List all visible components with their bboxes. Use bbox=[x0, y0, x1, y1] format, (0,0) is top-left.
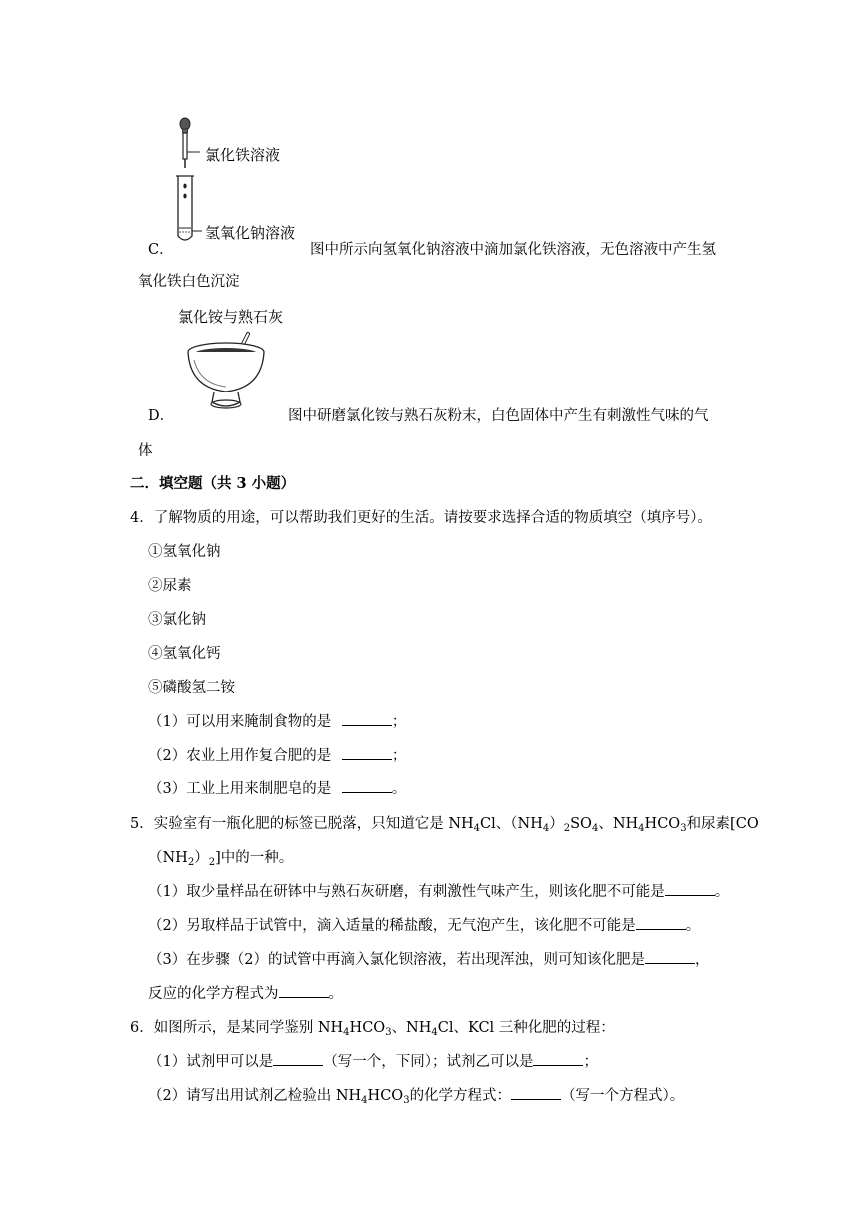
q5-sub-4d: 4 bbox=[638, 823, 645, 834]
q5-stem-c: ） bbox=[549, 816, 564, 832]
q5-stem-a: 5．实验室有一瓶化肥的标签已脱落，只知道它是 NH bbox=[130, 816, 474, 832]
q6-q2b-text: HCO bbox=[367, 1088, 404, 1104]
q5-q3b-text: 反应的化学方程式为 bbox=[148, 986, 279, 1002]
q5-q3-punct: ， bbox=[694, 952, 710, 968]
q5-sub-2a: 2 bbox=[563, 823, 571, 834]
q6-q1b-text: （写一个，下同）；试剂乙可以是 bbox=[323, 1054, 534, 1070]
q4-option-4: ④氢氧化钙 bbox=[148, 646, 221, 662]
q5-stem-line2 bbox=[148, 846, 293, 867]
q6-sub-3a: 3 bbox=[385, 1027, 392, 1038]
q4-option-1: ①氢氧化钠 bbox=[148, 544, 221, 560]
q4-sub2-punct: ； bbox=[391, 748, 407, 764]
q5-stem-line1 bbox=[130, 812, 759, 833]
q5-stem-g: 和尿素[CO bbox=[686, 816, 759, 832]
q5-q1-blank[interactable] bbox=[665, 881, 715, 896]
q4-sub3-text: （3）工业上用来制肥皂的是 bbox=[148, 781, 332, 797]
option-c-text-line1: 图中所示向氢氧化钠溶液中滴加氯化铁溶液，无色溶液中产生氢 bbox=[310, 242, 716, 258]
q6-q1 bbox=[148, 1050, 598, 1071]
q4-stem: 4．了解物质的用途，可以帮助我们更好的生活。请按要求选择合适的物质填空（填序号）。 bbox=[130, 510, 712, 526]
q4-sub2-blank[interactable] bbox=[342, 745, 392, 760]
q5-sub-4c: 4 bbox=[591, 823, 599, 834]
q6-stem-b: HCO bbox=[349, 1020, 386, 1036]
tube-label: 氢氧化钠溶液 bbox=[205, 224, 296, 242]
q6-stem-c: 、NH bbox=[391, 1020, 432, 1036]
option-d-letter: D． bbox=[148, 408, 175, 424]
q6-q1-blank-a[interactable] bbox=[273, 1051, 323, 1066]
q5-sub-3a: 3 bbox=[680, 823, 687, 834]
q5-q3-blank[interactable] bbox=[645, 949, 695, 964]
q5-q3-text: （3）在步骤（2）的试管中再滴入氯化钡溶液，若出现浑浊，则可知该化肥是 bbox=[148, 952, 645, 968]
q4-sub3-blank[interactable] bbox=[342, 778, 392, 793]
q5-sub-2c: 2 bbox=[208, 857, 216, 868]
q5-q1-text: （1）取少量样品在研钵中与熟石灰研磨，有刺激性气味产生，则该化肥不可能是 bbox=[148, 884, 665, 900]
q6-sub-4b: 4 bbox=[431, 1027, 438, 1038]
dropper-label: 氯化铁溶液 bbox=[205, 146, 281, 164]
mortar-label: 氯化铵与熟石灰 bbox=[178, 308, 284, 326]
q6-q2d-text: （写一个方程式）。 bbox=[561, 1088, 685, 1104]
option-c-letter: C． bbox=[148, 242, 174, 258]
q4-option-2: ②尿素 bbox=[148, 578, 192, 594]
q5-sub-4a: 4 bbox=[473, 823, 481, 834]
q6-sub-4a: 4 bbox=[343, 1027, 350, 1038]
q4-sub1 bbox=[148, 710, 406, 731]
q5-q2 bbox=[148, 914, 700, 935]
q5-stem-d: SO bbox=[570, 816, 592, 832]
q5-q3b-blank[interactable] bbox=[279, 983, 329, 998]
q5-q3 bbox=[148, 948, 709, 969]
q5-q1 bbox=[148, 880, 729, 901]
q4-sub1-blank[interactable] bbox=[342, 711, 392, 726]
q6-sub-3b: 3 bbox=[403, 1095, 410, 1106]
section-heading: 二．填空题（共 3 小题） bbox=[130, 475, 296, 492]
q6-q1-punct: ； bbox=[583, 1054, 598, 1070]
q6-q2a-text: （2）请写出用试剂乙检验出 NH bbox=[148, 1088, 362, 1104]
q5-q1-punct: 。 bbox=[714, 884, 730, 900]
q6-stem-d: Cl、KCl 三种化肥的过程： bbox=[437, 1020, 615, 1036]
q5-q3b bbox=[148, 982, 343, 1003]
q4-sub3 bbox=[148, 777, 406, 798]
q4-sub3-punct: 。 bbox=[391, 781, 407, 797]
q6-q2c-text: 的化学方程式： bbox=[409, 1088, 512, 1104]
q5-sub-4b: 4 bbox=[542, 823, 550, 834]
option-c-text-line2: 氧化铁白色沉淀 bbox=[138, 274, 240, 290]
option-d-text-line1: 图中研磨氯化铵与熟石灰粉末，白色固体中产生有刺激性气味的气 bbox=[288, 408, 709, 424]
q5-q3b-punct: 。 bbox=[328, 986, 343, 1002]
mortar-pestle-figure bbox=[186, 330, 276, 420]
q6-sub-4c: 4 bbox=[361, 1095, 368, 1106]
q4-option-3: ③氯化钠 bbox=[148, 612, 206, 628]
q5-stem2-c: ]中的一种。 bbox=[215, 850, 294, 866]
q6-q1-blank-b[interactable] bbox=[533, 1051, 583, 1066]
q6-stem-a: 6．如图所示，是某同学鉴别 NH bbox=[130, 1020, 344, 1036]
q5-stem2-b: ） bbox=[194, 850, 209, 866]
option-d-text-line2: 体 bbox=[138, 443, 153, 459]
q4-sub2 bbox=[148, 744, 406, 765]
q5-stem-b: Cl、（NH bbox=[480, 816, 543, 832]
q5-stem2-a: （NH bbox=[148, 850, 188, 866]
q5-q2-text: （2）另取样品于试管中，滴入适量的稀盐酸，无气泡产生，该化肥不可能是 bbox=[148, 918, 636, 934]
q4-sub1-text: （1）可以用来腌制食物的是 bbox=[148, 714, 332, 730]
q6-q2-blank[interactable] bbox=[511, 1085, 561, 1100]
q5-q2-blank[interactable] bbox=[636, 915, 686, 930]
q5-q2-punct: 。 bbox=[685, 918, 701, 934]
q5-stem-e: 、NH bbox=[598, 816, 639, 832]
q5-stem-f: HCO bbox=[644, 816, 681, 832]
q4-sub2-text: （2）农业上用作复合肥的是 bbox=[148, 748, 332, 764]
q5-sub-2b: 2 bbox=[187, 857, 195, 868]
q6-q1a-text: （1）试剂甲可以是 bbox=[148, 1054, 274, 1070]
q6-q2 bbox=[148, 1084, 684, 1105]
q4-option-5: ⑤磷酸氢二铵 bbox=[148, 680, 235, 696]
q6-stem bbox=[130, 1016, 615, 1037]
q4-sub1-punct: ； bbox=[391, 714, 407, 730]
